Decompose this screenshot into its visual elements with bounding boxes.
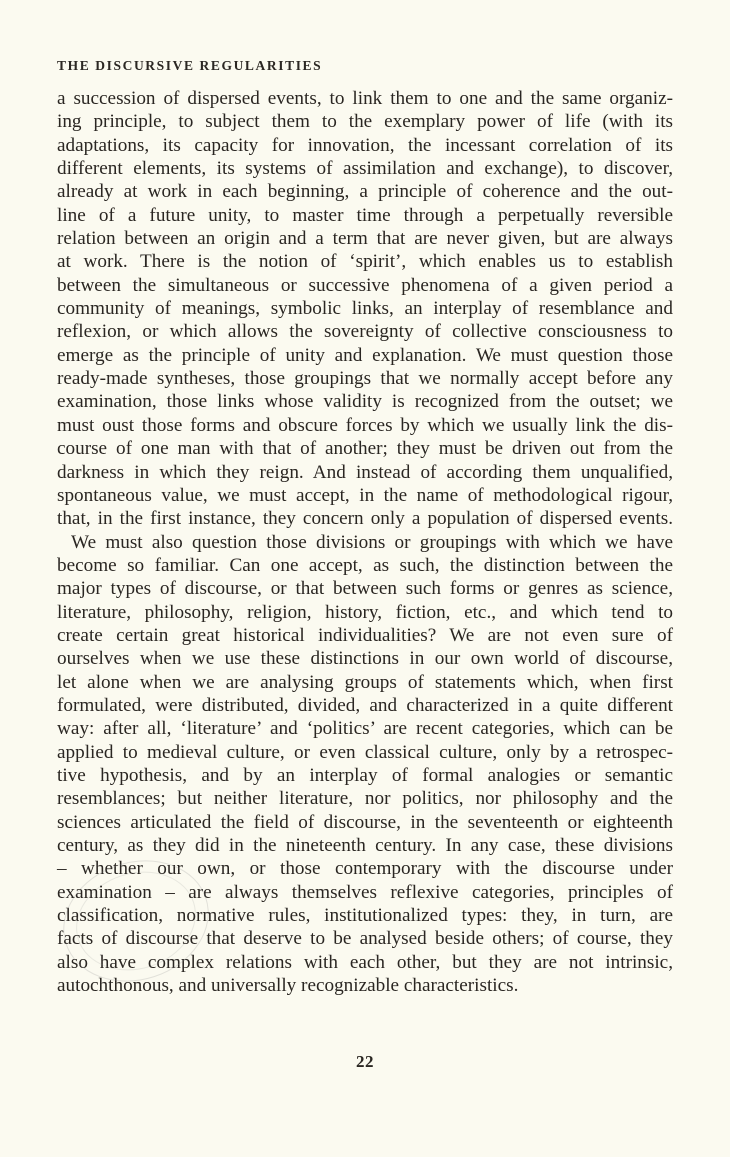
text-line: relation between an origin and a term that are never given, but are always: [57, 228, 673, 250]
text-line: – whether our own, or those contemporary with the discourse under: [57, 858, 673, 880]
text-line: adaptations, its capacity for innovation, the incessant correlation of its: [57, 134, 673, 156]
text-line: formulated, were distributed, divided, and characterized in a quite different: [57, 694, 673, 716]
text-line: already at work in each beginning, a principle of coherence and the out-: [57, 181, 673, 203]
text-line: at work. There is the notion of ‘spirit’, which enables us to establish: [57, 251, 673, 273]
text-line: century, as they did in the nineteenth century. In any case, these divisions: [57, 835, 673, 856]
text-line: also have complex relations with each other, but they are not intrinsic,: [57, 951, 673, 973]
text-line: tive hypothesis, and by an interplay of formal analogies or semantic: [57, 764, 673, 786]
text-line: reflexion, or which allows the sovereignty of collective consciousness to: [57, 321, 673, 343]
text-line: examination, those links whose validity is recognized from the outset; we: [57, 391, 673, 413]
text-line: spontaneous value, we must accept, in the name of methodological rigour,: [57, 484, 673, 506]
text-line: ready-made syntheses, those groupings that we normally accept before any: [57, 368, 673, 390]
text-line: resemblances; but neither literature, nor politics, nor philosophy and the: [57, 788, 673, 810]
paragraph-start-line: We must also question those divisions or groupings with which we have: [71, 531, 673, 553]
text-line: that, in the first instance, they concern only a population of dispersed events.: [57, 508, 673, 530]
text-line: sciences articulated the field of discourse, in the seventeenth or eighteenth: [57, 811, 673, 833]
text-line: examination – are always themselves reflexive categories, principles of: [57, 881, 673, 903]
text-line: facts of discourse that deserve to be analysed beside others; of course, they: [57, 928, 673, 950]
text-line: must oust those forms and obscure forces by which we usually link the dis-: [57, 414, 673, 436]
text-line: line of a future unity, to master time through a perpetually reversible: [57, 204, 673, 226]
text-line: emerge as the principle of unity and explanation. We must question those: [57, 344, 673, 366]
text-line: create certain great historical individualities? We are not even sure of: [57, 624, 673, 646]
text-line: literature, philosophy, religion, history, fiction, etc., and which tend to: [57, 601, 673, 623]
text-line: course of one man with that of another; they must be driven out from the: [57, 438, 673, 460]
page-number: 22: [356, 1052, 374, 1071]
text-line: classification, normative rules, institutionalized types: they, in turn, are: [57, 905, 673, 927]
text-line: applied to medieval culture, or even classical culture, only by a retrospec-: [57, 741, 673, 763]
text-line: darkness in which they reign. And instead of according them unqualified,: [57, 461, 673, 483]
text-line: ing principle, to subject them to the exemplary power of life (with its: [57, 111, 673, 133]
running-head: THE DISCURSIVE REGULARITIES: [57, 58, 323, 73]
text-line: let alone when we are analysing groups of statements which, when first: [57, 671, 673, 693]
paragraph-end-line: autochthonous, and universally recognizable characteristics.: [57, 975, 519, 997]
text-line: between the simultaneous or successive phenomena of a given period a: [57, 274, 673, 296]
text-line: major types of discourse, or that between such forms or genres as science,: [57, 578, 673, 600]
text-line: way: after all, ‘literature’ and ‘politics’ are recent categories, which can be: [57, 718, 673, 740]
text-line: become so familiar. Can one accept, as such, the distinction between the: [57, 554, 673, 576]
text-line: community of meanings, symbolic links, an interplay of resemblance and: [57, 298, 673, 320]
text-line: a succession of dispersed events, to link them to one and the same organiz-: [57, 88, 673, 109]
text-line: different elements, its systems of assimilation and exchange), to discover,: [57, 158, 673, 180]
text-line: ourselves when we use these distinctions in our own world of discourse,: [57, 648, 673, 670]
body-text: [57, 87, 673, 997]
